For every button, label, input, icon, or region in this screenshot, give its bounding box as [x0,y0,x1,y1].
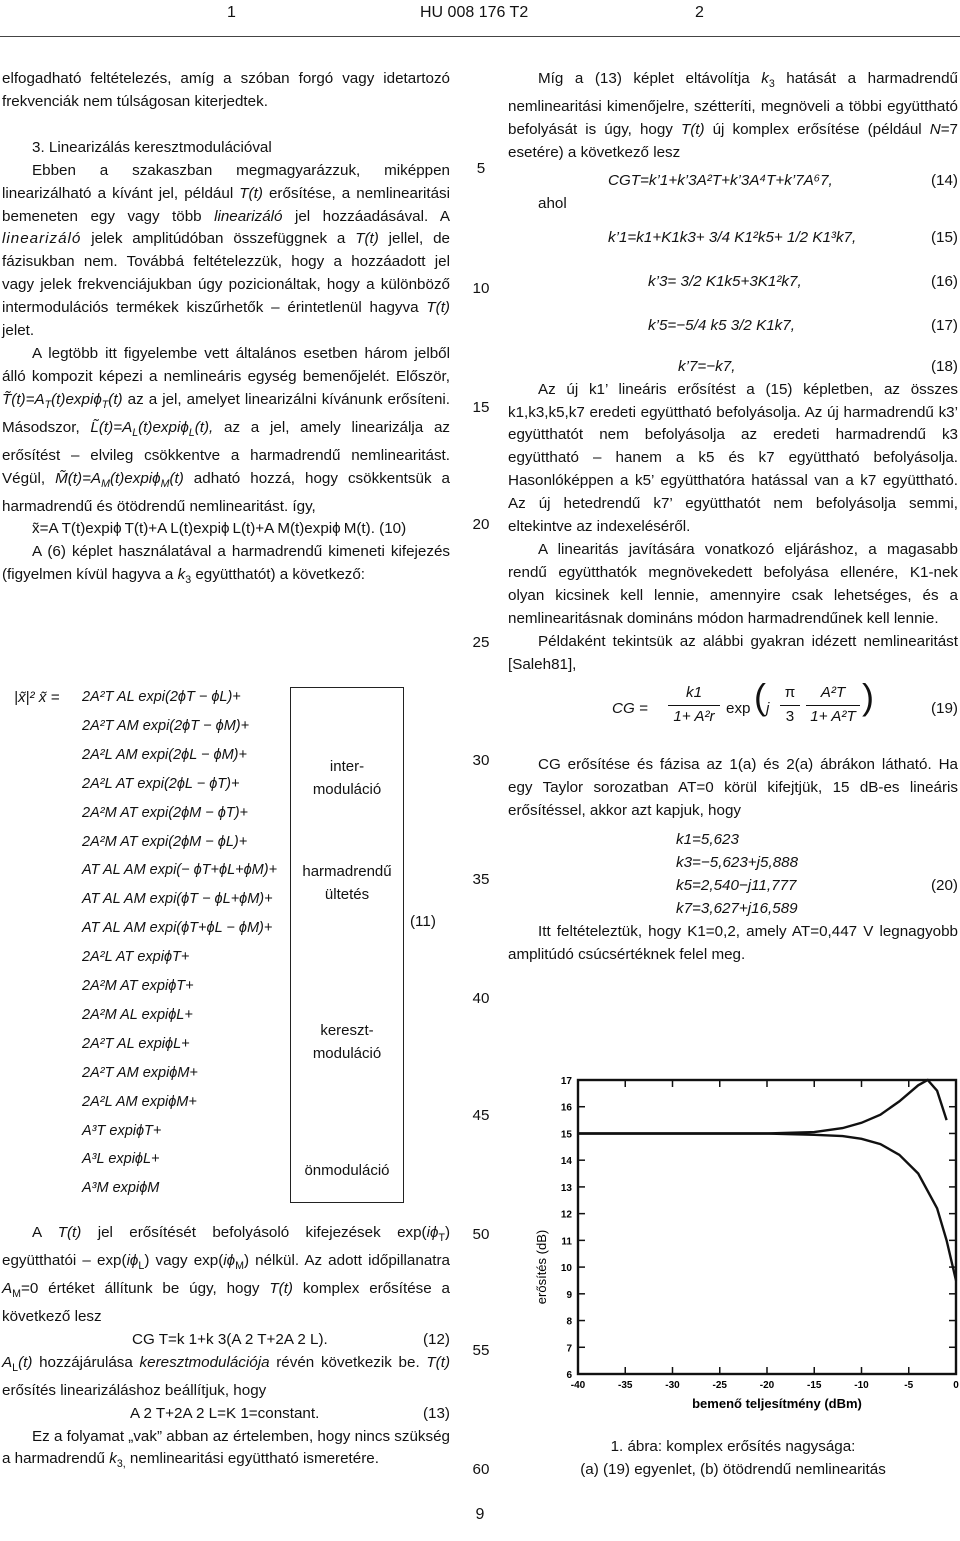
line-number: 45 [472,1107,490,1124]
x-tick-label: -25 [712,1380,727,1391]
equation-16: k’3= 3/2 K1k5+3K1²k7, (16) [648,272,958,290]
equation-11-term: A³M expiϕM [82,1180,160,1197]
gain-chart [530,1076,960,1414]
header-center: HU 008 176 T2 [420,4,529,21]
equation-11-term: A³T expiϕT+ [82,1122,162,1139]
equation-13: A 2 T+2A 2 L=K 1=constant. (13) [130,1404,450,1422]
equation-11-term: 2A²T AM expi(2ϕT − ϕM)+ [82,717,250,734]
equation-11-term: 2A²L AT expiϕT+ [82,949,190,966]
equation-10: x̃=A T(t)expiϕ T(t)+A L(t)expiϕ L(t)+A M(t)expiϕ M(t). (10) [32,520,407,538]
equation-11-lhs: |x̃|² x̃ = [14,689,60,706]
equation-15: k’1=k1+K1k3+ 3/4 K1²k5+ 1/2 K1³k7, (15) [608,228,958,246]
y-tick-label: 6 [566,1370,572,1381]
equation-11-term: 2A²L AM expi(2ϕL − ϕM)+ [82,746,247,763]
figure-caption: 1. ábra: komplex erősítés nagysága: (a) (19) egyenlet, (b) ötödrendű nemlinearitás [580,1438,886,1478]
equation-14: CGT=k’1+k’3A²T+k’3A⁴T+k’7A⁶7, (14) [608,171,958,189]
x-tick-label: -10 [854,1380,869,1391]
series-line-1 [578,1080,947,1134]
label-harmadrendu: harmadrendű [302,863,392,880]
x-tick-label: -30 [665,1380,680,1391]
equation-11-term: A³L expiϕL+ [82,1151,160,1168]
line-number: 50 [472,1226,490,1243]
line-number: 55 [472,1342,490,1359]
x-tick-label: -20 [759,1380,775,1391]
equation-11-term: 2A²M AT expiϕT+ [82,978,194,994]
line-number: 35 [472,871,490,888]
x-tick-label: -15 [807,1380,822,1391]
equation-11-term: AT AL AM expi(ϕT − ϕL+ϕM)+ [82,891,273,908]
equation-11-term: 2A²T AL expi(2ϕT − ϕL)+ [82,689,241,705]
equation-11-term: AT AL AM expi(− ϕT+ϕL+ϕM)+ [82,862,278,879]
x-axis-label: bemenő teljesítmény (dBm) [692,1396,862,1411]
equation-11-term: AT AL AM expi(ϕT+ϕL − ϕM)+ [82,920,273,937]
line-number: 40 [472,990,490,1007]
paragraph: Példaként tekintsük az alábbi gyakran idézett nemlinearitást [Saleh81], [508,632,958,673]
plot-frame [578,1080,956,1374]
y-tick-label: 13 [560,1182,572,1194]
paragraph: CG erősítése és fázisa az 1(a) és 2(a) ábrákon látható. Ha egy Taylor sorozatban AT=0 körül kifejtjük, 15 dB-es lineáris erősítéssel, akkor azt kapjuk, hogy [508,756,958,820]
paragraph: Míg a (13) képlet eltávolítja $k_3$ hatását a harmadrendű nemlinearitási kimenőjelre, szétteríti, megnöveli a többi együttható befolyását is úgy, hogy T(t) új komplex erősítése (például N=7 esetére) a következő lesz [508,70,959,161]
equation-11-number: (11) [410,913,436,930]
paragraph: A (6) képlet használatával a harmadrendű kimeneti kifejezés (figyelmen kívül hagyva a $k_3$ együtthatót) a következő: [2,543,450,587]
x-tick-label: -35 [618,1380,633,1391]
equation-11-term: 2A²M AL expiϕL+ [82,1006,193,1023]
eq19-frac3: A²T 1+ A²T [806,682,860,729]
equation-20: k1=5,623 k3=−5,623+j5,888 k5=2,540−j11,777 k7=3,627+j16,589 (20) [676,831,958,918]
equation-11-term: 2A²L AM expiϕM+ [82,1093,197,1110]
y-tick-label: 11 [561,1236,572,1248]
label-modulacio: moduláció [312,1045,382,1062]
equation-11-term: 2A²L AT expi(2ϕL − ϕT)+ [82,775,240,792]
paragraph: $A_L(t)$ hozzájárulása keresztmodulációja révén következik be. T(t) erősítés linearizáláshoz beállítjuk, hogy [2,1353,451,1399]
equation-11 [0,681,460,1211]
equation-11-term: 2A²T AL expiϕL+ [82,1035,190,1052]
paragraph: A legtöbb itt figyelembe vett általános esetben három jelből álló kompozit képezi a nemlineáris egység bemenőjelét. Először, $T̃(t)=A_T(t)\exp i\phi_T(t)$ az a jel, amelyet linearizálni kívánunk erősíteni. Másodszor, $L̃(t)=A_L(t)\exp i\phi_L(t)$, az a jel, amely linearizálja az erősítést – elvileg csökkentve a harmadrendű nemlinearitást. Végül, $M̃(t)=A_M(t)\exp i\phi_M(t)$ adható hozzá, hogy csökkentsük a harmadrendű és ötödrendű nemlinearitást. így, [2,344,450,515]
paragraph: A linearitás javítására vonatkozó eljáráshoz, a magasabb rendű együtthatók megnövekedett befolyása ellenére, K1-nek olyan kicsinek kell lennie, amennyire csak lehetséges, és a nemlinearitásnak domináns módon harmadrendűnek kell lennie. [508,541,958,627]
y-axis-label: erősítés (dB) [534,1229,549,1305]
label-kereszt: kereszt- [320,1022,374,1039]
paragraph: Itt feltételeztük, hogy K1=0,2, amely AT=0,447 V legnagyobb amplitúdó csúcsértéknek felel meg. [508,923,958,964]
header-left: 1 [227,4,236,21]
label-onmodulacio: önmoduláció [304,1162,390,1179]
line-number: 5 [476,160,486,177]
y-tick-label: 15 [560,1129,572,1141]
paragraph: A T(t) jel erősítését befolyásoló kifejezések $\exp(i\phi_T)$ együtthatói – $\exp(i\phi_L)$ vagy $\exp(i\phi_M)$ nélkül. Az adott időpillanatra $A_M=0$ értéket állítunk be úgy, hogy T(t) komplex erősítése a következő lesz [2,1224,451,1325]
line-number: 20 [472,516,490,533]
equation-11-term: 2A²M AT expi(2ϕM − ϕL)+ [82,833,248,850]
right-column [508,68,958,967]
y-tick-label: 7 [566,1343,572,1355]
x-tick-label: -40 [570,1380,586,1391]
y-tick-label: 8 [566,1316,572,1328]
header-rule [0,36,960,37]
equation-11-term: 2A²M AT expi(2ϕM − ϕT)+ [82,804,248,821]
label-moduláció: moduláció [312,781,382,798]
series-line-0 [578,1134,956,1281]
paragraph: Az új k1’ lineáris erősítést a (15) képletben, az összes k1,k3,k5,k7 eredeti együttható befolyásolja. Az új harmadrendű k3’ együtthatót nem befolyásolja az eredeti harmadrendű k3 együttható – hanem a k5 és k7 együttható befolyásolja. Hasonlóképpen a k5’ együtthatóra hatással van a k7 együttható. Az új hetedrendű k7’ együtthatót nem befolyásolja semmi, eltekintve az indexeléséről. [508,380,958,536]
eq19-frac2: π 3 [780,682,800,729]
equation-17: k’5=−5/4 k5 3/2 K1k7, (17) [648,316,958,334]
equation-19: CG = k1 1+ A²r exp ( j π 3 A²T 1+ A²T ) (19) [508,680,958,744]
paragraph: elfogadható feltételezés, amíg a szóban forgó vagy idetartozó frekvenciák nem túlságosan kiterjedtek. [2,70,450,110]
y-tick-label: 17 [560,1076,572,1087]
ahol-label: ahol [538,194,567,212]
left-column [2,68,450,592]
y-tick-label: 9 [566,1289,572,1301]
header-right: 2 [695,4,704,21]
equation-12: CG T=k 1+k 3(A 2 T+2A 2 L). (12) [132,1330,450,1348]
line-number: 25 [472,634,490,651]
y-tick-label: 12 [560,1209,572,1221]
label-inter: inter- [329,758,365,775]
eq19-frac1: k1 1+ A²r [668,682,720,729]
paragraph: Ez a folyamat „vak” abban az értelemben, hogy nincs szükség a harmadrendű $k_{3,}$ nemlinearitási együttható ismeretére. [2,1427,450,1471]
equation-11-term: 2A²T AM expiϕM+ [82,1064,198,1081]
left-column-bottom [2,1222,450,1476]
paragraph: Ebben a szakaszban megmagyarázzuk, miképpen linearizálható a kívánt jel, például T(t) erősítése, a nemlinearitási bemeneten egy vagy több linearizáló jel hozzáadásával. A linearizáló jelek amplitúdóban összefüggnek a T(t) jellel, de fázisukban nem. Továbbá feltételezzük, hogy a hozzáadott jel vagy jelek frekvenciájukban úgy pozicionáltak, hogy a különböző intermodulációs termékek kiszűrhetők – érintetlenül hagyva T(t) jelet. [2,161,450,340]
section-heading: 3. Linearizálás keresztmodulációval [32,138,272,156]
y-tick-label: 10 [560,1263,572,1275]
line-number: 30 [472,752,490,769]
x-tick-label: 0 [953,1380,959,1391]
label-ultetes: ültetés [324,886,370,903]
x-tick-label: -5 [904,1380,914,1391]
y-tick-label: 16 [560,1102,572,1114]
y-tick-label: 14 [560,1156,572,1168]
equation-18: k’7=−k7, (18) [678,357,958,375]
line-number: 10 [472,280,490,297]
chart-svg [530,1076,960,1414]
page-number: 9 [475,1506,485,1523]
line-number: 60 [472,1461,490,1478]
line-number: 15 [472,399,490,416]
